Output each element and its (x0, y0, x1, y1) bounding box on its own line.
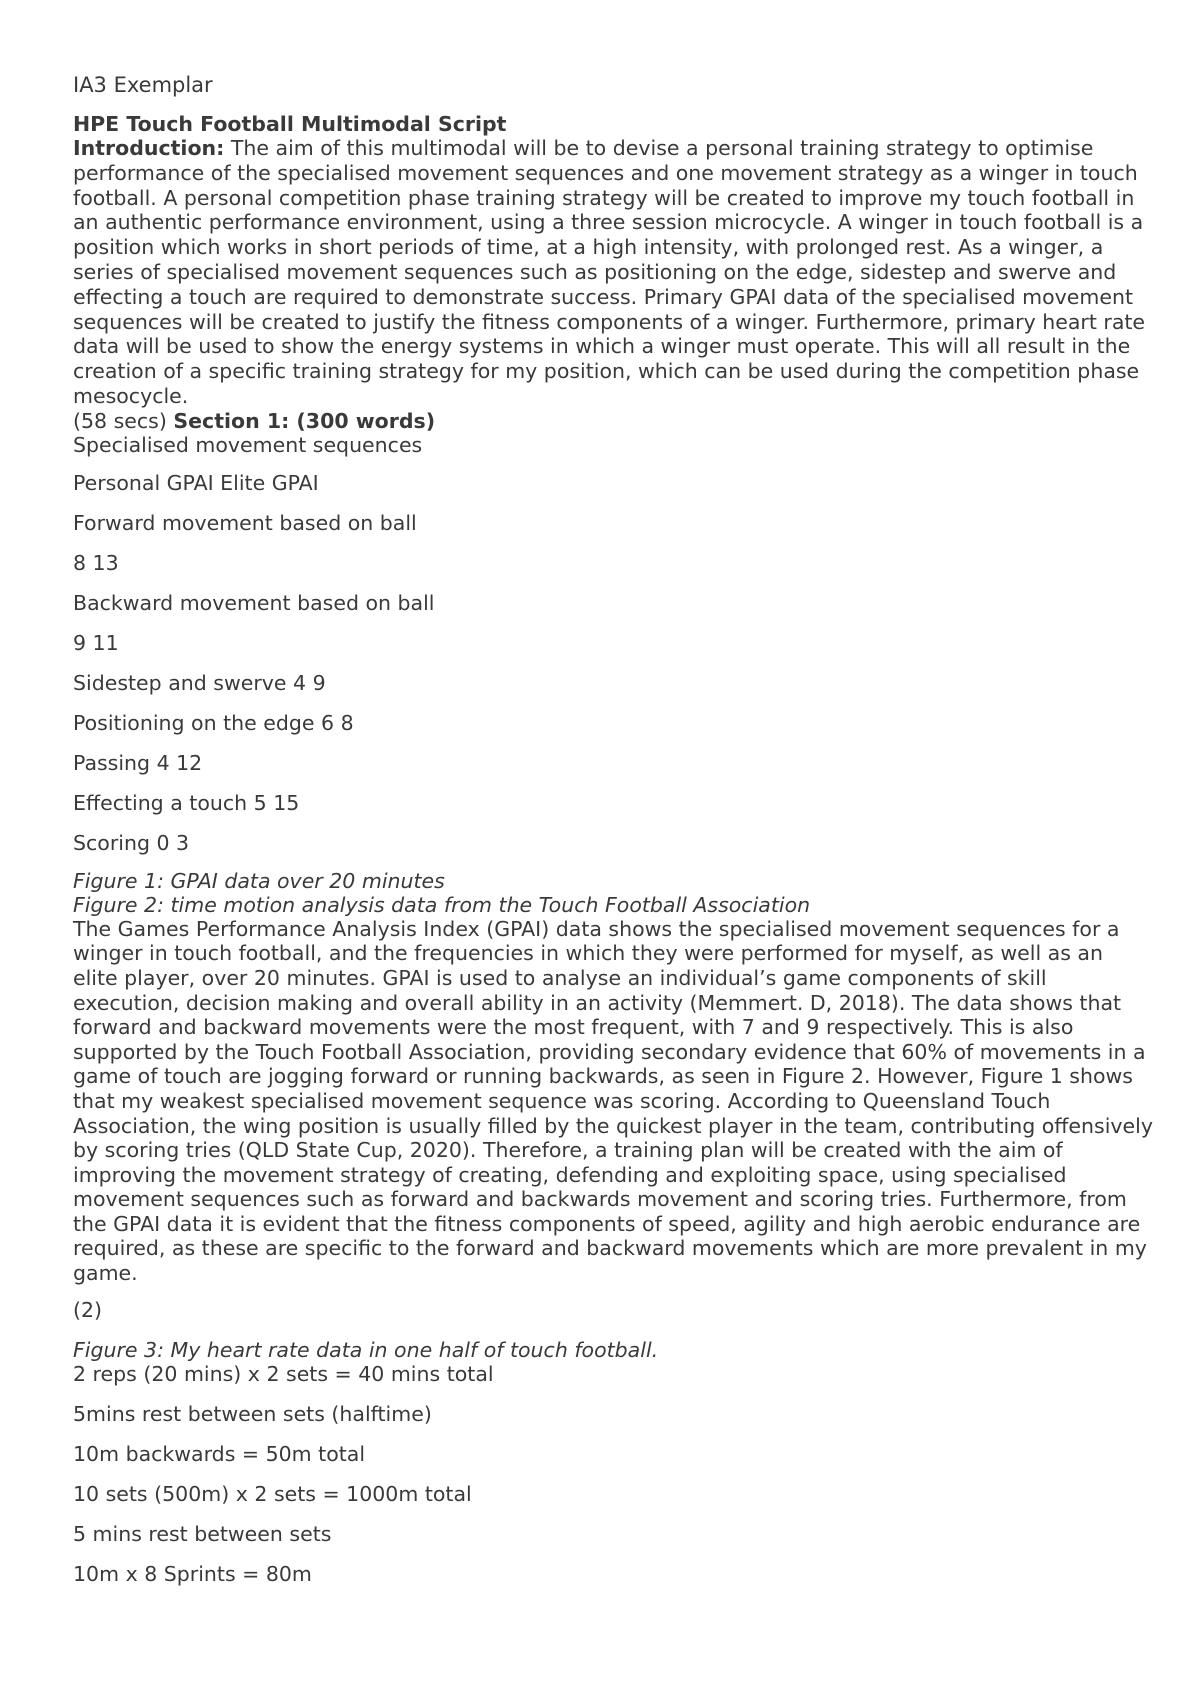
introduction-body: The aim of this multimodal will be to devise a personal training strategy to optimise performance of the specialised movement sequences and one movement strategy as a winger in touch football. A personal competition phase training strategy will be created to improve my touch football in an authentic performance environment, using a three session microcycle. A winger in touch football is a position which works in short periods of time, at a high intensity, with prolonged rest. As a winger, a series of specialised movement sequences such as positioning on the edge, sidestep and swerve and effecting a touch are required to demonstrate success. Primary GPAI data of the specialised movement sequences will be created to justify the fitness components of a winger. Furthermore, primary heart rate data will be used to show the energy systems in which a winger must operate. This will all result in the creation of a specific training strategy for my position, which can be used during the competition phase mesocycle. (73, 136, 1146, 408)
gpai-table-row: Scoring 0 3 (73, 830, 190, 855)
section-heading: Section 1: (300 words) (173, 408, 436, 433)
analysis-paragraph: The Games Performance Analysis Index (GPAI) data shows the specialised movement sequences for a winger in touch football, and the frequencies in which they were performed for myself, as well as an elite player, over 20 minutes. GPAI is used to analyse an individual’s game components of skill execution, decision making and overall ability in an activity (Memmert. D, 2018). The data shows that forward and backward movements were the most frequent, with 7 and 9 respectively. This is also supported by the Touch Football Association, providing secondary evidence that 60% of movements in a game of touch are jogging forward or running backwards, as seen in Figure 2. However, Figure 1 shows that my weakest specialised movement sequence was scoring. According to Queensland Touch Association, the wing position is usually filled by the quickest player in the team, contributing offensively by scoring tries (QLD State Cup, 2020). Therefore, a training plan will be created with the aim of improving the movement strategy of creating, defending and exploiting space, using specialised movement sequences such as forward and backwards movement and scoring tries. Furthermore, from the GPAI data it is evident that the fitness components of speed, agility and high aerobic endurance are required, as these are specific to the forward and backward movements which are more prevalent in my game. (73, 916, 1153, 1286)
figure-2-caption: Figure 2: time motion analysis data from the Touch Football Association (73, 892, 811, 917)
introduction-label: Introduction: (73, 136, 225, 160)
introduction-paragraph (73, 136, 1153, 409)
gpai-table-row: Sidestep and swerve 4 9 (73, 670, 326, 695)
section-time: (58 secs) (73, 408, 167, 433)
figure-3-caption: Figure 3: My heart rate data in one half of touch football. (73, 1337, 659, 1362)
gpai-table-header: Personal GPAI Elite GPAI (73, 470, 319, 495)
gpai-table-row: Passing 4 12 (73, 750, 203, 775)
gpai-table-row: 8 13 (73, 550, 119, 575)
document-page (73, 70, 1153, 1586)
figure-1-caption: Figure 1: GPAI data over 20 minutes (73, 868, 445, 893)
gpai-table-row: Backward movement based on ball (73, 590, 435, 615)
gpai-table-row: Effecting a touch 5 15 (73, 790, 300, 815)
word-count-marker: (2) (73, 1297, 103, 1322)
training-plan-line: 10m backwards = 50m total (73, 1441, 366, 1466)
training-plan-line: 5mins rest between sets (halftime) (73, 1401, 432, 1426)
gpai-table-row: 9 11 (73, 630, 119, 655)
document-header: IA3 Exemplar (73, 73, 213, 97)
training-plan-line: 5 mins rest between sets (73, 1521, 332, 1546)
training-plan-line: 10m x 8 Sprints = 80m (73, 1561, 312, 1586)
gpai-table-row: Forward movement based on ball (73, 510, 417, 535)
section-heading-line (73, 409, 1153, 433)
gpai-table (73, 471, 1153, 855)
document-title: HPE Touch Football Multimodal Script (73, 112, 507, 136)
gpai-table-row: Positioning on the edge 6 8 (73, 710, 354, 735)
training-plan-line: 10 sets (500m) x 2 sets = 1000m total (73, 1481, 472, 1506)
training-plan (73, 1362, 1153, 1586)
section-subheading: Specialised movement sequences (73, 432, 423, 457)
training-plan-line: 2 reps (20 mins) x 2 sets = 40 mins total (73, 1361, 494, 1386)
